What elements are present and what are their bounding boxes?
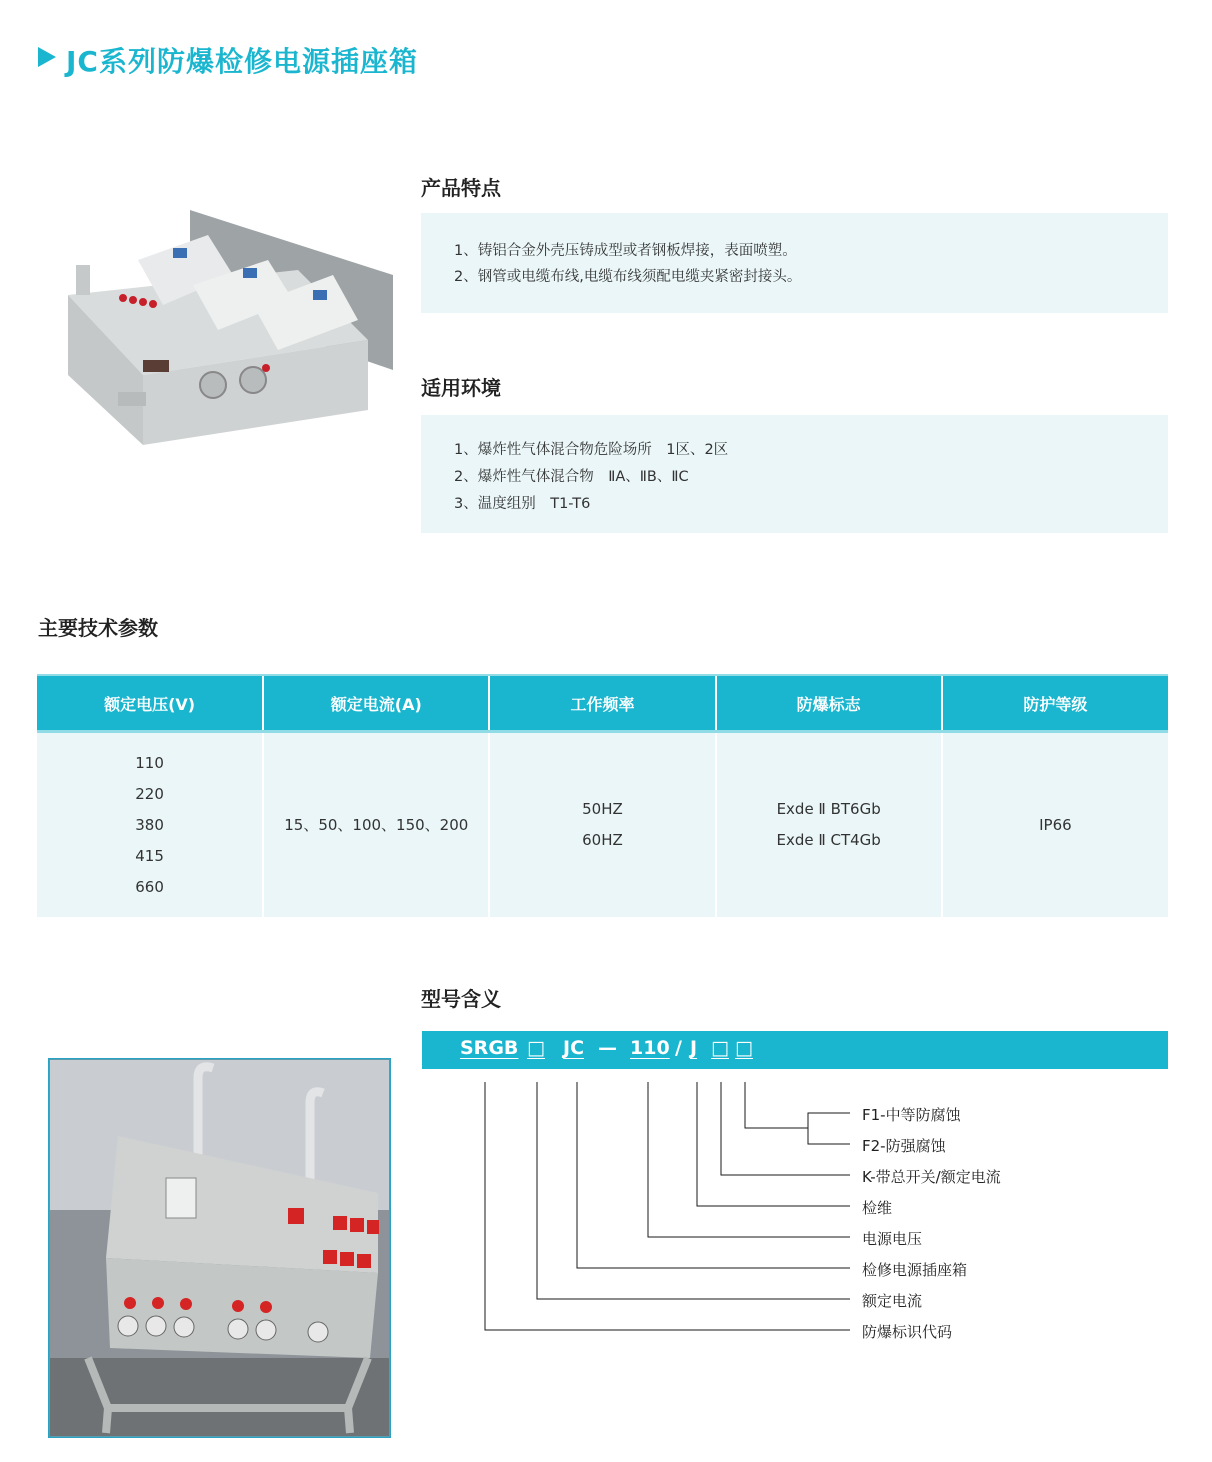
frequency-value: 60HZ <box>582 831 623 849</box>
voltage-value: 380 <box>135 815 164 834</box>
header-protection: 防护等级 <box>942 675 1168 732</box>
header-ex-mark: 防爆标志 <box>716 675 942 732</box>
legend-ex-code: 防爆标识代码 <box>862 1323 953 1341</box>
code-box-3: □ <box>735 1037 753 1059</box>
legend-product: 检修电源插座箱 <box>862 1261 968 1279</box>
code-box-2: □ <box>711 1037 729 1059</box>
code-slash: / <box>675 1037 682 1059</box>
specs-title: 主要技术参数 <box>38 616 158 640</box>
code-box-1: □ <box>527 1037 545 1059</box>
environment-item-2: 2、爆炸性气体混合物 ⅡA、ⅡB、ⅡC <box>454 469 689 485</box>
environment-item-3: 3、温度组别 T1-T6 <box>454 496 591 512</box>
code-110: 110 <box>630 1037 670 1059</box>
voltage-value: 220 <box>135 784 164 803</box>
ex-mark-value: Exde Ⅱ CT4Gb <box>776 831 881 849</box>
voltage-value: 660 <box>135 877 164 896</box>
features-title: 产品特点 <box>421 176 501 200</box>
legend-voltage: 电源电压 <box>862 1230 923 1248</box>
voltage-value: 110 <box>135 753 164 772</box>
header-current: 额定电流(A) <box>263 675 489 732</box>
header-frequency: 工作频率 <box>489 675 715 732</box>
cell-protection: IP66 <box>942 732 1168 918</box>
legend-k: K-带总开关/额定电流 <box>862 1168 1001 1186</box>
environment-item-1: 1、爆炸性气体混合物危险场所 1区、2区 <box>454 442 729 458</box>
frequency-value: 50HZ <box>582 800 623 818</box>
legend-current: 额定电流 <box>862 1292 923 1310</box>
voltage-value: 415 <box>135 846 164 865</box>
cell-current: 15、50、100、150、200 <box>263 732 489 918</box>
ex-mark-value: Exde Ⅱ BT6Gb <box>776 800 881 818</box>
model-title: 型号含义 <box>421 987 501 1011</box>
code-dash: — <box>598 1037 617 1059</box>
code-srgb: SRGB <box>460 1037 519 1059</box>
features-item-1: 1、铸铝合金外壳压铸成型或者钢板焊接，表面喷塑。 <box>454 243 797 259</box>
page-title: JC系列防爆检修电源插座箱 <box>66 45 418 78</box>
legend-maintenance: 检维 <box>862 1199 893 1217</box>
legend-f2: F2-防强腐蚀 <box>862 1137 946 1155</box>
features-item-2: 2、钢管或电缆布线,电缆布线须配电缆夹紧密封接头。 <box>454 269 802 285</box>
legend-f1: F1-中等防腐蚀 <box>862 1106 961 1124</box>
header-voltage: 额定电压(V) <box>37 675 263 732</box>
code-jc: JC <box>563 1037 585 1059</box>
code-j: J <box>690 1037 698 1059</box>
environment-title: 适用环境 <box>421 376 501 400</box>
